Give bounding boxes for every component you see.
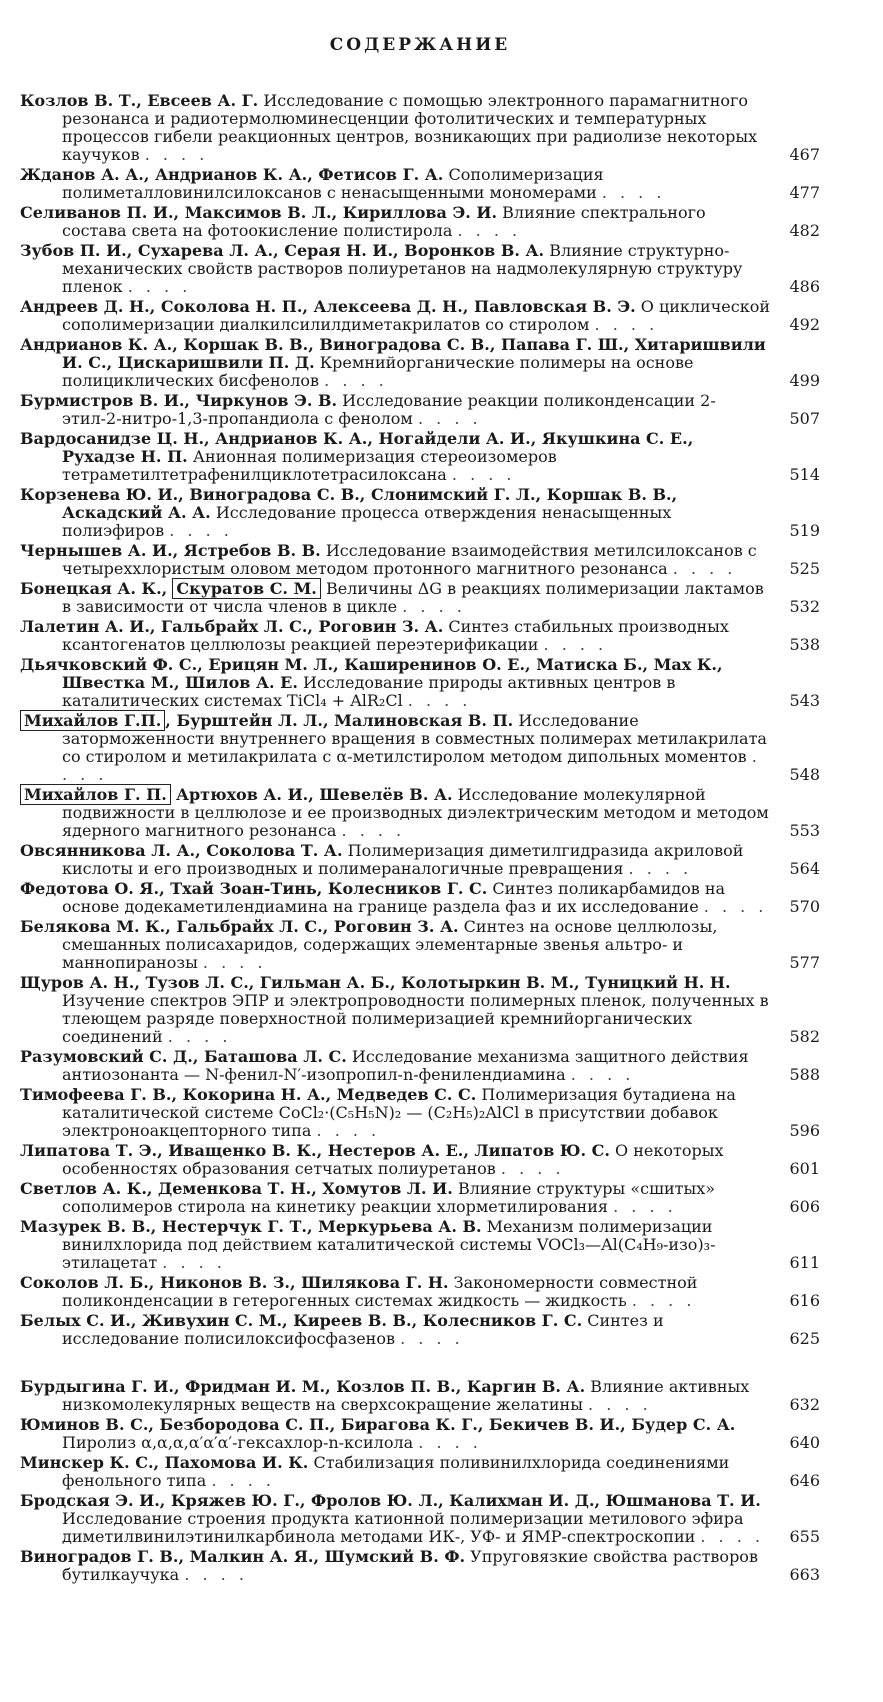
entry-authors: Андрианов К. А., Коршак В. В., Виноградова С. В., Папава Г. Ш., Хитаришвили И. С., Цискаришвили П. Д. [20,335,766,372]
entry-authors: Корзенева Ю. И., Виноградова С. В., Слонимский Г. Л., Коршак В. В., Аскадский А. А. [20,485,678,522]
toc-entry [20,974,820,1046]
toc-entry [20,430,820,484]
toc-entry [20,1274,820,1310]
toc-entry [20,486,820,540]
leader-dots: . . . . [601,183,666,202]
leader-dots: . . . . [211,1471,275,1490]
entry-page-number: 625 [789,1329,820,1348]
entry-title: Стабилизация поливинилхлорида соединениями фенольного типа [62,1453,730,1490]
entry-authors: Юминов В. С., Безбородова С. П., Бирагова К. Г., Бекичев В. И., Будер С. А. [20,1415,736,1434]
entry-authors: Щуров А. Н., Тузов Л. С., Гильман А. Б., Колотыркин В. М., Туницкий Н. Н. [20,973,731,992]
toc-entry [20,1454,820,1490]
toc-entry [20,336,820,390]
entry-authors: Бурдыгина Г. И., Фридман И. М., Козлов П. В., Каргин В. А. [20,1377,586,1396]
toc-entry [20,1416,820,1452]
leader-dots: . . . . [631,1291,696,1310]
entry-page-number: 486 [789,277,820,296]
entry-title: Сополимеризация полиметалловинилсилоксанов с ненасыщенными мономерами [62,165,604,202]
entry-page-number: 532 [789,597,820,616]
toc-entry [20,1492,820,1546]
page-title: СОДЕРЖАНИЕ [329,35,511,55]
entry-authors: Овсянникова Л. А., Соколова Т. А. [20,841,343,860]
entry-page-number: 514 [789,465,820,484]
entry-authors: Белякова М. К., Гальбрайх Л. С., Роговин З. А. [20,917,459,936]
leader-dots: . . . . [613,1197,677,1216]
entry-page-number: 601 [789,1159,820,1178]
toc-entry [20,1548,820,1584]
contents-page [20,30,820,1586]
leader-dots: . . . . [628,859,693,878]
toc-entry [20,618,820,654]
leader-dots: . . . . [184,1565,248,1584]
entry-authors: Бурмистров В. И., Чиркунов Э. В. [20,391,338,410]
entry-authors: Лалетин А. И., Гальбрайх Л. С., Роговин З. А. [20,617,444,636]
entry-page-number: 492 [789,315,820,334]
leader-dots: . . . . [418,1433,482,1452]
leader-dots: . . . . [324,371,388,390]
toc-entry [20,1378,820,1414]
entry-authors: , Бурштейн Л. Л., Малиновская В. П. [165,711,514,730]
entry-authors: Соколов Л. Б., Никонов В. З., Шилякова Г. Н. [20,1273,449,1292]
leader-dots: . . . . [341,821,406,840]
toc-entry [20,1312,820,1348]
entry-title: О некоторых особенностях образования сетчатых полиуретанов [62,1141,724,1178]
entry-authors: Вардосанидзе Ц. Н., Андрианов К. А., Ногайдели А. И., Якушкина С. Е., Рухадзе Н. П. [20,429,694,466]
leader-dots: . . . . [144,145,209,164]
toc-entry [20,242,820,296]
entry-page-number: 606 [789,1197,820,1216]
entry-title: Влияние структурно-механических свойств растворов полиуретанов на надмолекулярную структуру пленок [62,241,743,296]
entry-title: Упруговязкие свойства растворов бутилкаучука [62,1547,758,1584]
entry-page-number: 482 [789,221,820,240]
contents-list [20,92,820,1584]
toc-entry [20,656,820,710]
deceased-author-box: Скуратов С. М. [172,578,321,599]
leader-dots: . . . . [672,559,737,578]
leader-dots: . . . . [703,897,768,916]
deceased-author-box: Михайлов Г. П. [20,784,171,805]
entry-page-number: 588 [789,1065,820,1084]
entry-title: Исследование процесса отверждения ненасыщенных полиэфиров [62,503,672,540]
entry-title: Исследование с помощью электронного парамагнитного резонанса и радиотермолюминесценции фотолитических и температурных процессов гибели реакционных центров, возникающих при радиолизе некоторых каучуков [62,91,758,164]
entry-title: Исследование природы активных центров в каталитических системах TiCl₄ + AlR₂Cl [62,673,676,710]
leader-dots: . . . . [457,221,522,240]
toc-entry [20,580,820,616]
leader-dots: . . . . [417,409,482,428]
leader-dots: . . . . [500,1159,565,1178]
entry-page-number: 640 [789,1433,820,1452]
entry-page-number: 632 [789,1395,820,1414]
toc-entry [20,842,820,878]
entry-page-number: 582 [789,1027,820,1046]
leader-dots: . . . . [594,315,659,334]
entry-authors: Зубов П. И., Сухарева Л. А., Серая Н. И., Воронков В. А. [20,241,545,260]
entry-title: Исследование молекулярной подвижности в целлюлозе и ее производных диэлектрическим методом и методом ядерного магнитного резонанса [62,785,769,840]
entry-page-number: 467 [789,145,820,164]
leader-dots: . . . . [202,953,267,972]
toc-entry [20,1142,820,1178]
leader-dots: . . . . [543,635,608,654]
entry-page-number: 616 [789,1291,820,1310]
toc-entry [20,880,820,916]
toc-entry [20,1086,820,1140]
entry-page-number: 611 [789,1253,820,1272]
leader-dots: . . . . [162,1253,226,1272]
entry-page-number: 570 [789,897,820,916]
entry-authors: Артюхов А. И., Шевелёв В. А. [175,785,453,804]
entry-page-number: 663 [789,1565,820,1584]
entry-title: Пиролиз α,α,α,α′α′α′-гексахлор-n-ксилола [62,1433,414,1452]
entry-authors: Дьячковский Ф. С., Ерицян М. Л., Каширенинов О. Е., Матиска Б., Мах К., Швестка М., Шилов А. Е. [20,655,723,692]
entry-authors: Липатова Т. Э., Иващенко В. К., Нестеров А. Е., Липатов Ю. С. [20,1141,610,1160]
entry-title: Влияние структуры «сшитых» сополимеров стирола на кинетику реакции хлорметилирования [62,1179,715,1216]
leader-dots: . . . . [402,597,466,616]
toc-entry [20,918,820,972]
entry-title: Закономерности совместной поликонденсации в гетерогенных системах жидкость — жидкость [62,1273,698,1310]
leader-dots: . . . . [316,1121,381,1140]
entry-page-number: 548 [789,765,820,784]
leader-dots: . . . . [169,521,233,540]
entry-authors: Бонецкая А. К., [20,579,168,598]
toc-entry [20,542,820,578]
entry-title: Исследование заторможенности внутреннего вращения в совместных полимерах метилакрилата со стиролом и метилакрилата с α-метилстиролом методом дипольных моментов [62,711,767,766]
entry-title: Полимеризация бутадиена на каталитической системе CoCl₂·(C₅H₅N)₂ — (C₂H₅)₂AlCl в присутствии добавок электроноакцепторного типа [62,1085,736,1140]
entry-title: Исследование строения продукта катионной полимеризации метилового эфира диметилвинилэтинилкарбинола методами ИК-, УФ- и ЯМР-спектроскопии [62,1509,744,1546]
leader-dots: . . . . [62,747,761,784]
entry-page-number: 646 [789,1471,820,1490]
entry-page-number: 519 [789,521,820,540]
entry-page-number: 553 [789,821,820,840]
entry-authors: Белых С. И., Живухин С. М., Киреев В. В., Колесников Г. С. [20,1311,583,1330]
toc-entry [20,1218,820,1272]
leader-dots: . . . . [127,277,192,296]
entry-authors: Жданов А. А., Андрианов К. А., Фетисов Г. А. [20,165,444,184]
leader-dots: . . . . [407,691,472,710]
leader-dots: . . . . [400,1329,464,1348]
entry-page-number: 538 [789,635,820,654]
entry-title: Полимеризация диметилгидразида акриловой кислоты и его производных и полимераналогичные превращения [62,841,744,878]
entry-page-number: 507 [789,409,820,428]
toc-entry [20,712,820,784]
entry-page-number: 596 [789,1121,820,1140]
entry-page-number: 655 [789,1527,820,1546]
entry-title: О циклической сополимеризации диалкилсилилдиметакрилатов со стиролом [62,297,771,334]
toc-entry [20,786,820,840]
toc-entry [20,298,820,334]
toc-entry [20,166,820,202]
entry-title: Влияние активных низкомолекулярных веществ на сверхсокращение желатины [62,1377,750,1414]
leader-dots: . . . . [588,1395,652,1414]
entry-page-number: 543 [789,691,820,710]
entry-authors: Федотова О. Я., Тхай Зоан-Тинь, Колесников Г. С. [20,879,488,898]
entry-authors: Светлов А. К., Деменкова Т. Н., Хомутов Л. И. [20,1179,453,1198]
entry-page-number: 577 [789,953,820,972]
toc-entry [20,1048,820,1084]
entry-title: Синтез и исследование полисилоксифосфазенов [62,1311,664,1348]
entry-title: Анионная полимеризация стереоизомеров тетраметилтетрафенилциклотетрасилоксана [62,447,557,484]
entry-page-number: 477 [789,183,820,202]
entry-page-number: 499 [789,371,820,390]
entry-authors: Чернышев А. И., Ястребов В. В. [20,541,321,560]
leader-dots: . . . . [451,465,516,484]
entry-authors: Виноградов Г. В., Малкин А. Я., Шумский В. Ф. [20,1547,466,1566]
leader-dots: . . . . [570,1065,635,1084]
entry-authors: Тимофеева Г. В., Кокорина Н. А., Медведев С. С. [20,1085,477,1104]
leader-dots: . . . . [167,1027,232,1046]
entry-authors: Селиванов П. И., Максимов В. Л., Кириллова Э. И. [20,203,498,222]
toc-entry [20,92,820,164]
entry-page-number: 525 [789,559,820,578]
entry-title: Исследование реакции поликонденсации 2-этил-2-нитро-1,3-пропандиола с фенолом [62,391,716,428]
entry-page-number: 564 [789,859,820,878]
entry-title: Величины ΔG в реакциях полимеризации лактамов в зависимости от числа членов в цикле [62,579,764,616]
deceased-author-box: Михайлов Г.П. [20,710,165,731]
entry-title: Синтез стабильных производных ксантогенатов целлюлозы реакцией переэтерификации [62,617,729,654]
entry-title: Изучение спектров ЭПР и электропроводности полимерных пленок, полученных в тлеющем разряде поверхностной полимеризацией кремнийорганических соединений [62,991,769,1046]
toc-entry [20,392,820,428]
entry-title: Влияние спектрального состава света на фотоокисление полистирола [62,203,706,240]
entry-title: Синтез на основе целлюлозы, смешанных полисахаридов, содержащих элементарные звенья альтро- и маннопиранозы [62,917,718,972]
toc-entry [20,1180,820,1216]
entry-authors: Козлов В. Т., Евсеев А. Г. [20,91,259,110]
entry-title: Исследование взаимодействия метилсилоксанов с четыреххлористым оловом методом протонного магнитного резонанса [62,541,757,578]
entry-title: Исследование механизма защитного действия антиозонанта — N-фенил-N′-изопропил-n-фенилендиамина [62,1047,749,1084]
entry-title: Кремнийорганические полимеры на основе полициклических бисфенолов [62,353,694,390]
toc-entry [20,204,820,240]
entry-authors: Бродская Э. И., Кряжев Ю. Г., Фролов Ю. Л., Калихман И. Д., Юшманова Т. И. [20,1491,761,1510]
entry-authors: Минскер К. С., Пахомова И. К. [20,1453,309,1472]
entry-authors: Разумовский С. Д., Баташова Л. С. [20,1047,347,1066]
leader-dots: . . . . [700,1527,764,1546]
entry-title: Синтез поликарбамидов на основе додекаметилендиамина на границе раздела фаз и их исследование [62,879,726,916]
entry-title: Механизм полимеризации винилхлорида под действием каталитической системы VOCl₃—Al(C₄H₉-изо)₃-этилацетат [62,1217,716,1272]
entry-authors: Мазурек В. В., Нестерчук Г. Т., Меркурьева А. В. [20,1217,482,1236]
entry-authors: Андреев Д. Н., Соколова Н. П., Алексеева Д. Н., Павловская В. Э. [20,297,636,316]
